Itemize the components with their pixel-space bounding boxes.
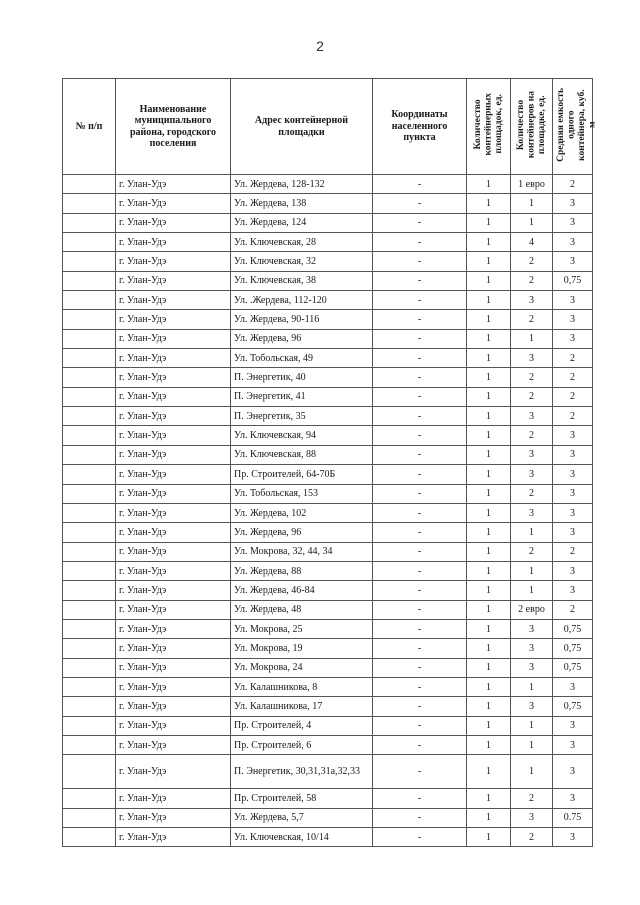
- cell-number: [63, 716, 116, 735]
- cell-site-count: 1: [467, 271, 511, 290]
- cell-address: П. Энергетик, 41: [231, 387, 373, 406]
- cell-district: г. Улан-Удэ: [116, 639, 231, 658]
- cell-address: Ул. Тобольская, 153: [231, 484, 373, 503]
- cell-number: [63, 175, 116, 194]
- cell-district: г. Улан-Удэ: [116, 716, 231, 735]
- cell-site-count: 1: [467, 252, 511, 271]
- table-row: [63, 619, 593, 638]
- cell-average-volume: 3: [553, 828, 593, 847]
- cell-number: [63, 194, 116, 213]
- cell-address: П. Энергетик, 35: [231, 407, 373, 426]
- cell-number: [63, 349, 116, 368]
- table-row: [63, 716, 593, 735]
- table-row: [63, 542, 593, 561]
- cell-container-count: 3: [511, 465, 553, 484]
- header-coordinates: Координаты населенного пункта: [373, 79, 467, 175]
- cell-site-count: 1: [467, 542, 511, 561]
- cell-address: Ул. Калашникова, 8: [231, 677, 373, 696]
- cell-number: [63, 445, 116, 464]
- table-row: [63, 755, 593, 789]
- cell-district: г. Улан-Удэ: [116, 808, 231, 827]
- cell-district: г. Улан-Удэ: [116, 349, 231, 368]
- cell-container-count: 1: [511, 716, 553, 735]
- cell-number: [63, 329, 116, 348]
- cell-site-count: 1: [467, 233, 511, 252]
- table-header: [63, 79, 598, 175]
- header-site-count-text: Количество контейнерных площадок, ед.: [472, 93, 504, 157]
- cell-number: [63, 368, 116, 387]
- table-row: [63, 349, 593, 368]
- header-district: Наименование муниципального района, городского поселения: [116, 79, 231, 175]
- cell-container-count: 2: [511, 271, 553, 290]
- header-container-count-text: Количество контейнеров на площадке, ед.: [515, 91, 547, 159]
- cell-coordinates: -: [373, 271, 467, 290]
- cell-site-count: 1: [467, 735, 511, 754]
- cell-district: г. Улан-Удэ: [116, 213, 231, 232]
- cell-district: г. Улан-Удэ: [116, 387, 231, 406]
- cell-coordinates: -: [373, 407, 467, 426]
- cell-number: [63, 639, 116, 658]
- cell-average-volume: 3: [553, 735, 593, 754]
- cell-number: [63, 484, 116, 503]
- table-row: [63, 445, 593, 464]
- cell-container-count: 3: [511, 639, 553, 658]
- cell-coordinates: -: [373, 561, 467, 580]
- table-row: [63, 368, 593, 387]
- cell-average-volume: 3: [553, 484, 593, 503]
- cell-site-count: 1: [467, 658, 511, 677]
- cell-container-count: 1: [511, 581, 553, 600]
- cell-site-count: 1: [467, 639, 511, 658]
- cell-address: Ул. Жердева, 48: [231, 600, 373, 619]
- cell-average-volume: 2: [553, 542, 593, 561]
- cell-site-count: 1: [467, 445, 511, 464]
- cell-address: Ул. Мокрова, 32, 44, 34: [231, 542, 373, 561]
- cell-container-count: 1: [511, 213, 553, 232]
- table-body: [63, 175, 593, 847]
- cell-coordinates: -: [373, 808, 467, 827]
- cell-number: [63, 677, 116, 696]
- cell-site-count: 1: [467, 808, 511, 827]
- cell-number: [63, 271, 116, 290]
- cell-container-count: 2 евро: [511, 600, 553, 619]
- cell-number: [63, 697, 116, 716]
- cell-site-count: 1: [467, 677, 511, 696]
- cell-address: П. Энергетик, 40: [231, 368, 373, 387]
- table-row: [63, 426, 593, 445]
- cell-district: г. Улан-Удэ: [116, 828, 231, 847]
- cell-address: Ул. Жердева, 90-116: [231, 310, 373, 329]
- cell-number: [63, 310, 116, 329]
- cell-container-count: 3: [511, 407, 553, 426]
- cell-average-volume: 3: [553, 581, 593, 600]
- cell-site-count: 1: [467, 194, 511, 213]
- cell-address: Ул. Мокрова, 24: [231, 658, 373, 677]
- header-address: Адрес контейнерной площадки: [231, 79, 373, 175]
- cell-average-volume: 3: [553, 677, 593, 696]
- table-row: [63, 581, 593, 600]
- table-row: [63, 677, 593, 696]
- cell-average-volume: 3: [553, 716, 593, 735]
- cell-container-count: 2: [511, 387, 553, 406]
- cell-address: Ул. .Жердева, 112-120: [231, 291, 373, 310]
- cell-district: г. Улан-Удэ: [116, 484, 231, 503]
- cell-address: Пр. Строителей, 6: [231, 735, 373, 754]
- cell-average-volume: 3: [553, 561, 593, 580]
- cell-address: Ул. Ключевская, 94: [231, 426, 373, 445]
- cell-district: г. Улан-Удэ: [116, 600, 231, 619]
- cell-average-volume: 3: [553, 213, 593, 232]
- cell-container-count: 3: [511, 349, 553, 368]
- cell-average-volume: 3: [553, 252, 593, 271]
- cell-site-count: 1: [467, 619, 511, 638]
- header-average-volume: [553, 79, 598, 175]
- cell-container-count: 3: [511, 658, 553, 677]
- cell-average-volume: 3: [553, 523, 593, 542]
- cell-container-count: 1: [511, 735, 553, 754]
- cell-address: П. Энергетик, 30,31,31а,32,33: [231, 755, 373, 789]
- cell-coordinates: -: [373, 828, 467, 847]
- table-row: [63, 658, 593, 677]
- cell-average-volume: 2: [553, 600, 593, 619]
- cell-average-volume: 3: [553, 233, 593, 252]
- cell-container-count: 3: [511, 619, 553, 638]
- cell-container-count: 3: [511, 808, 553, 827]
- cell-district: г. Улан-Удэ: [116, 445, 231, 464]
- cell-district: г. Улан-Удэ: [116, 291, 231, 310]
- cell-coordinates: -: [373, 735, 467, 754]
- cell-number: [63, 233, 116, 252]
- cell-number: [63, 387, 116, 406]
- cell-number: [63, 735, 116, 754]
- cell-container-count: 3: [511, 445, 553, 464]
- cell-address: Ул. Жердева, 102: [231, 503, 373, 522]
- cell-site-count: 1: [467, 291, 511, 310]
- cell-number: [63, 581, 116, 600]
- table-row: [63, 789, 593, 808]
- cell-address: Ул. Ключевская, 32: [231, 252, 373, 271]
- cell-average-volume: 3: [553, 503, 593, 522]
- cell-number: [63, 561, 116, 580]
- cell-district: г. Улан-Удэ: [116, 581, 231, 600]
- cell-average-volume: 0,75: [553, 658, 593, 677]
- table-row: [63, 828, 593, 847]
- cell-coordinates: -: [373, 213, 467, 232]
- cell-district: г. Улан-Удэ: [116, 271, 231, 290]
- cell-site-count: 1: [467, 503, 511, 522]
- cell-coordinates: -: [373, 291, 467, 310]
- cell-container-count: 2: [511, 252, 553, 271]
- cell-number: [63, 828, 116, 847]
- header-container-count: [511, 79, 553, 175]
- cell-coordinates: -: [373, 789, 467, 808]
- cell-average-volume: 2: [553, 349, 593, 368]
- cell-coordinates: -: [373, 175, 467, 194]
- cell-address: Ул. Жердева, 138: [231, 194, 373, 213]
- cell-coordinates: -: [373, 310, 467, 329]
- cell-average-volume: 2: [553, 407, 593, 426]
- container-sites-table: [62, 78, 598, 847]
- cell-site-count: 1: [467, 828, 511, 847]
- cell-coordinates: -: [373, 581, 467, 600]
- cell-site-count: 1: [467, 465, 511, 484]
- cell-container-count: 3: [511, 503, 553, 522]
- cell-number: [63, 755, 116, 789]
- cell-coordinates: -: [373, 697, 467, 716]
- table-row: [63, 465, 593, 484]
- cell-average-volume: 3: [553, 445, 593, 464]
- cell-address: Ул. Тобольская, 49: [231, 349, 373, 368]
- cell-address: Ул. Ключевская, 38: [231, 271, 373, 290]
- cell-coordinates: -: [373, 465, 467, 484]
- table-row: [63, 175, 593, 194]
- cell-address: Ул. Калашникова, 17: [231, 697, 373, 716]
- cell-district: г. Улан-Удэ: [116, 503, 231, 522]
- cell-average-volume: 3: [553, 426, 593, 445]
- cell-average-volume: 3: [553, 755, 593, 789]
- cell-coordinates: -: [373, 387, 467, 406]
- table-row: [63, 329, 593, 348]
- cell-number: [63, 808, 116, 827]
- cell-number: [63, 252, 116, 271]
- cell-site-count: 1: [467, 755, 511, 789]
- table-row: [63, 561, 593, 580]
- cell-district: г. Улан-Удэ: [116, 697, 231, 716]
- cell-site-count: 1: [467, 310, 511, 329]
- cell-district: г. Улан-Удэ: [116, 561, 231, 580]
- header-site-count: [467, 79, 511, 175]
- table-row: [63, 310, 593, 329]
- cell-coordinates: -: [373, 677, 467, 696]
- header-average-volume-text: Средняя емкость одного контейнера, куб. м: [556, 87, 598, 162]
- cell-coordinates: -: [373, 426, 467, 445]
- cell-container-count: 1: [511, 755, 553, 789]
- cell-number: [63, 542, 116, 561]
- cell-address: Ул. Жердева, 46-84: [231, 581, 373, 600]
- cell-district: г. Улан-Удэ: [116, 194, 231, 213]
- cell-address: Ул. Мокрова, 19: [231, 639, 373, 658]
- cell-coordinates: -: [373, 523, 467, 542]
- cell-number: [63, 213, 116, 232]
- table-row: [63, 387, 593, 406]
- cell-site-count: 1: [467, 600, 511, 619]
- cell-number: [63, 600, 116, 619]
- cell-container-count: 1: [511, 329, 553, 348]
- cell-average-volume: 0,75: [553, 697, 593, 716]
- cell-coordinates: -: [373, 542, 467, 561]
- cell-average-volume: 0,75: [553, 619, 593, 638]
- cell-number: [63, 291, 116, 310]
- cell-average-volume: 0,75: [553, 271, 593, 290]
- table-row: [63, 639, 593, 658]
- cell-container-count: 1 евро: [511, 175, 553, 194]
- cell-number: [63, 523, 116, 542]
- table-row: [63, 503, 593, 522]
- cell-coordinates: -: [373, 368, 467, 387]
- cell-site-count: 1: [467, 789, 511, 808]
- cell-site-count: 1: [467, 349, 511, 368]
- cell-number: [63, 658, 116, 677]
- cell-district: г. Улан-Удэ: [116, 755, 231, 789]
- cell-address: Пр. Строителей, 58: [231, 789, 373, 808]
- cell-address: Ул. Жердева, 124: [231, 213, 373, 232]
- cell-site-count: 1: [467, 407, 511, 426]
- cell-average-volume: 2: [553, 175, 593, 194]
- cell-district: г. Улан-Удэ: [116, 789, 231, 808]
- cell-average-volume: 3: [553, 789, 593, 808]
- cell-container-count: 1: [511, 561, 553, 580]
- cell-number: [63, 407, 116, 426]
- cell-site-count: 1: [467, 387, 511, 406]
- cell-number: [63, 789, 116, 808]
- cell-district: г. Улан-Удэ: [116, 542, 231, 561]
- cell-average-volume: 2: [553, 387, 593, 406]
- table-row: [63, 523, 593, 542]
- cell-address: Ул. Мокрова, 25: [231, 619, 373, 638]
- table-row: [63, 271, 593, 290]
- cell-address: Ул. Жердева, 96: [231, 523, 373, 542]
- cell-site-count: 1: [467, 523, 511, 542]
- cell-site-count: 1: [467, 368, 511, 387]
- cell-address: Ул. Ключевская, 28: [231, 233, 373, 252]
- cell-coordinates: -: [373, 639, 467, 658]
- cell-number: [63, 465, 116, 484]
- cell-container-count: 2: [511, 789, 553, 808]
- cell-district: г. Улан-Удэ: [116, 407, 231, 426]
- cell-number: [63, 426, 116, 445]
- cell-site-count: 1: [467, 716, 511, 735]
- cell-coordinates: -: [373, 600, 467, 619]
- cell-average-volume: 2: [553, 368, 593, 387]
- table-row: [63, 808, 593, 827]
- cell-site-count: 1: [467, 561, 511, 580]
- cell-container-count: 2: [511, 484, 553, 503]
- table-row: [63, 213, 593, 232]
- cell-coordinates: -: [373, 233, 467, 252]
- cell-district: г. Улан-Удэ: [116, 658, 231, 677]
- cell-coordinates: -: [373, 252, 467, 271]
- cell-district: г. Улан-Удэ: [116, 329, 231, 348]
- cell-address: Ул. Жердева, 88: [231, 561, 373, 580]
- table-row: [63, 233, 593, 252]
- cell-number: [63, 503, 116, 522]
- cell-address: Ул. Ключевская, 88: [231, 445, 373, 464]
- table-row: [63, 600, 593, 619]
- cell-district: г. Улан-Удэ: [116, 368, 231, 387]
- cell-average-volume: 3: [553, 310, 593, 329]
- table-row: [63, 484, 593, 503]
- cell-district: г. Улан-Удэ: [116, 465, 231, 484]
- cell-coordinates: -: [373, 329, 467, 348]
- table-row: [63, 291, 593, 310]
- cell-address: Ул. Жердева, 128-132: [231, 175, 373, 194]
- table-row: [63, 252, 593, 271]
- cell-district: г. Улан-Удэ: [116, 233, 231, 252]
- cell-container-count: 1: [511, 194, 553, 213]
- cell-container-count: 2: [511, 310, 553, 329]
- cell-coordinates: -: [373, 619, 467, 638]
- cell-address: Пр. Строителей, 64-70Б: [231, 465, 373, 484]
- cell-district: г. Улан-Удэ: [116, 735, 231, 754]
- table-row: [63, 407, 593, 426]
- cell-coordinates: -: [373, 755, 467, 789]
- cell-coordinates: -: [373, 445, 467, 464]
- cell-coordinates: -: [373, 716, 467, 735]
- cell-district: г. Улан-Удэ: [116, 426, 231, 445]
- cell-number: [63, 619, 116, 638]
- cell-coordinates: -: [373, 194, 467, 213]
- cell-container-count: 2: [511, 542, 553, 561]
- cell-average-volume: 3: [553, 465, 593, 484]
- cell-district: г. Улан-Удэ: [116, 175, 231, 194]
- cell-address: Ул. Жердева, 5,7: [231, 808, 373, 827]
- cell-district: г. Улан-Удэ: [116, 677, 231, 696]
- cell-address: Ул. Жердева, 96: [231, 329, 373, 348]
- cell-site-count: 1: [467, 697, 511, 716]
- cell-site-count: 1: [467, 426, 511, 445]
- cell-container-count: 2: [511, 828, 553, 847]
- cell-average-volume: 3: [553, 291, 593, 310]
- cell-average-volume: 0.75: [553, 808, 593, 827]
- cell-site-count: 1: [467, 213, 511, 232]
- cell-address: Ул. Ключевская, 10/14: [231, 828, 373, 847]
- cell-coordinates: -: [373, 658, 467, 677]
- cell-container-count: 1: [511, 677, 553, 696]
- cell-district: г. Улан-Удэ: [116, 619, 231, 638]
- cell-site-count: 1: [467, 329, 511, 348]
- cell-site-count: 1: [467, 484, 511, 503]
- cell-site-count: 1: [467, 581, 511, 600]
- table-row: [63, 697, 593, 716]
- cell-average-volume: 3: [553, 329, 593, 348]
- cell-average-volume: 0,75: [553, 639, 593, 658]
- cell-district: г. Улан-Удэ: [116, 252, 231, 271]
- cell-coordinates: -: [373, 349, 467, 368]
- cell-site-count: 1: [467, 175, 511, 194]
- cell-coordinates: -: [373, 503, 467, 522]
- page-number: 2: [316, 38, 324, 54]
- cell-address: Пр. Строителей, 4: [231, 716, 373, 735]
- header-num: № п/п: [63, 79, 116, 175]
- table-row: [63, 194, 593, 213]
- cell-container-count: 3: [511, 697, 553, 716]
- cell-container-count: 2: [511, 368, 553, 387]
- cell-average-volume: 3: [553, 194, 593, 213]
- cell-district: г. Улан-Удэ: [116, 523, 231, 542]
- cell-container-count: 1: [511, 523, 553, 542]
- cell-container-count: 4: [511, 233, 553, 252]
- cell-coordinates: -: [373, 484, 467, 503]
- cell-container-count: 2: [511, 426, 553, 445]
- table-row: [63, 735, 593, 754]
- cell-district: г. Улан-Удэ: [116, 310, 231, 329]
- cell-container-count: 3: [511, 291, 553, 310]
